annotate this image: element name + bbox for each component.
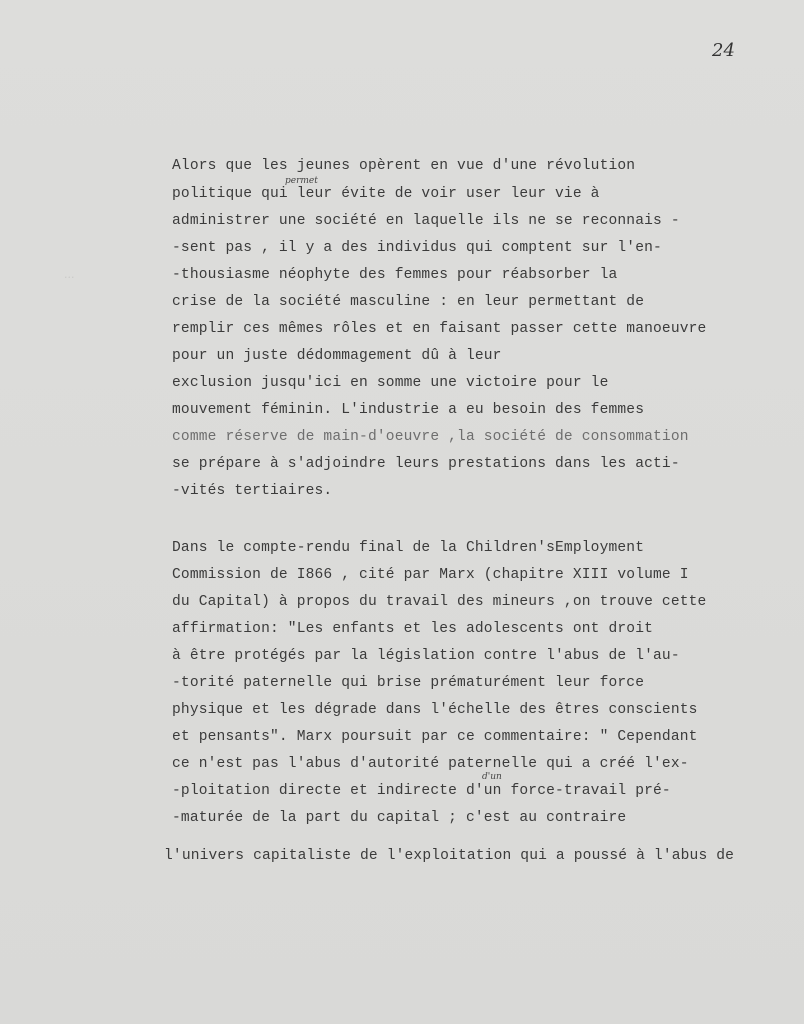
- text-line: du Capital) à propos du travail des mineurs ,on trouve cette: [172, 594, 707, 610]
- text-line: Commission de I866 , cité par Marx (chapitre XIII volume I: [172, 567, 689, 583]
- text-line: mouvement féminin. L'industrie a eu besoin des femmes: [172, 402, 645, 418]
- text-line: et pensants". Marx poursuit par ce commentaire: " Cependant: [172, 729, 698, 745]
- text-line: Dans le compte-rendu final de la Children'sEmployment: [172, 540, 645, 556]
- text-line: se prépare à s'adjoindre leurs prestations dans les acti-: [172, 456, 680, 472]
- handwritten-annotation: permet: [285, 176, 318, 186]
- margin-note: ...: [64, 268, 75, 281]
- text-line: crise de la société masculine : en leur permettant de: [172, 294, 645, 310]
- text-line: -vités tertiaires.: [172, 483, 333, 499]
- text-line: -thousiasme néophyte des femmes pour réabsorber la: [172, 267, 618, 283]
- text-line: politique qui leur évite de voir user leur vie à: [172, 186, 600, 202]
- text-line: -ploitation directe et indirecte d'un force-travail pré-: [172, 783, 671, 799]
- text-line: Alors que les jeunes opèrent en vue d'une révolution: [172, 158, 636, 174]
- text-line: physique et les dégrade dans l'échelle des êtres conscients: [172, 702, 698, 718]
- handwritten-annotation: d'un: [482, 772, 502, 782]
- text-line: affirmation: "Les enfants et les adolescents ont droit: [172, 621, 654, 637]
- text-line: ce n'est pas l'abus d'autorité paternelle qui a créé l'ex-: [172, 756, 689, 772]
- text-line: exclusion jusqu'ici en somme une victoire pour le: [172, 375, 609, 391]
- text-line: -torité paternelle qui brise prématurément leur force: [172, 675, 645, 691]
- text-line: remplir ces mêmes rôles et en faisant passer cette manoeuvre: [172, 321, 707, 337]
- text-line: pour un juste dédommagement dû à leur: [172, 348, 502, 364]
- text-line: -maturée de la part du capital ; c'est au contraire: [172, 810, 627, 826]
- text-line: à être protégés par la législation contre l'abus de l'au-: [172, 648, 680, 664]
- text-line: comme réserve de main-d'oeuvre ,la société de consommation: [172, 429, 689, 445]
- text-line: administrer une société en laquelle ils ne se reconnais -: [172, 213, 680, 229]
- page-number: 24: [712, 40, 735, 61]
- text-line: l'univers capitaliste de l'exploitation qui a poussé à l'abus de: [164, 848, 735, 864]
- text-line: -sent pas , il y a des individus qui comptent sur l'en-: [172, 240, 662, 256]
